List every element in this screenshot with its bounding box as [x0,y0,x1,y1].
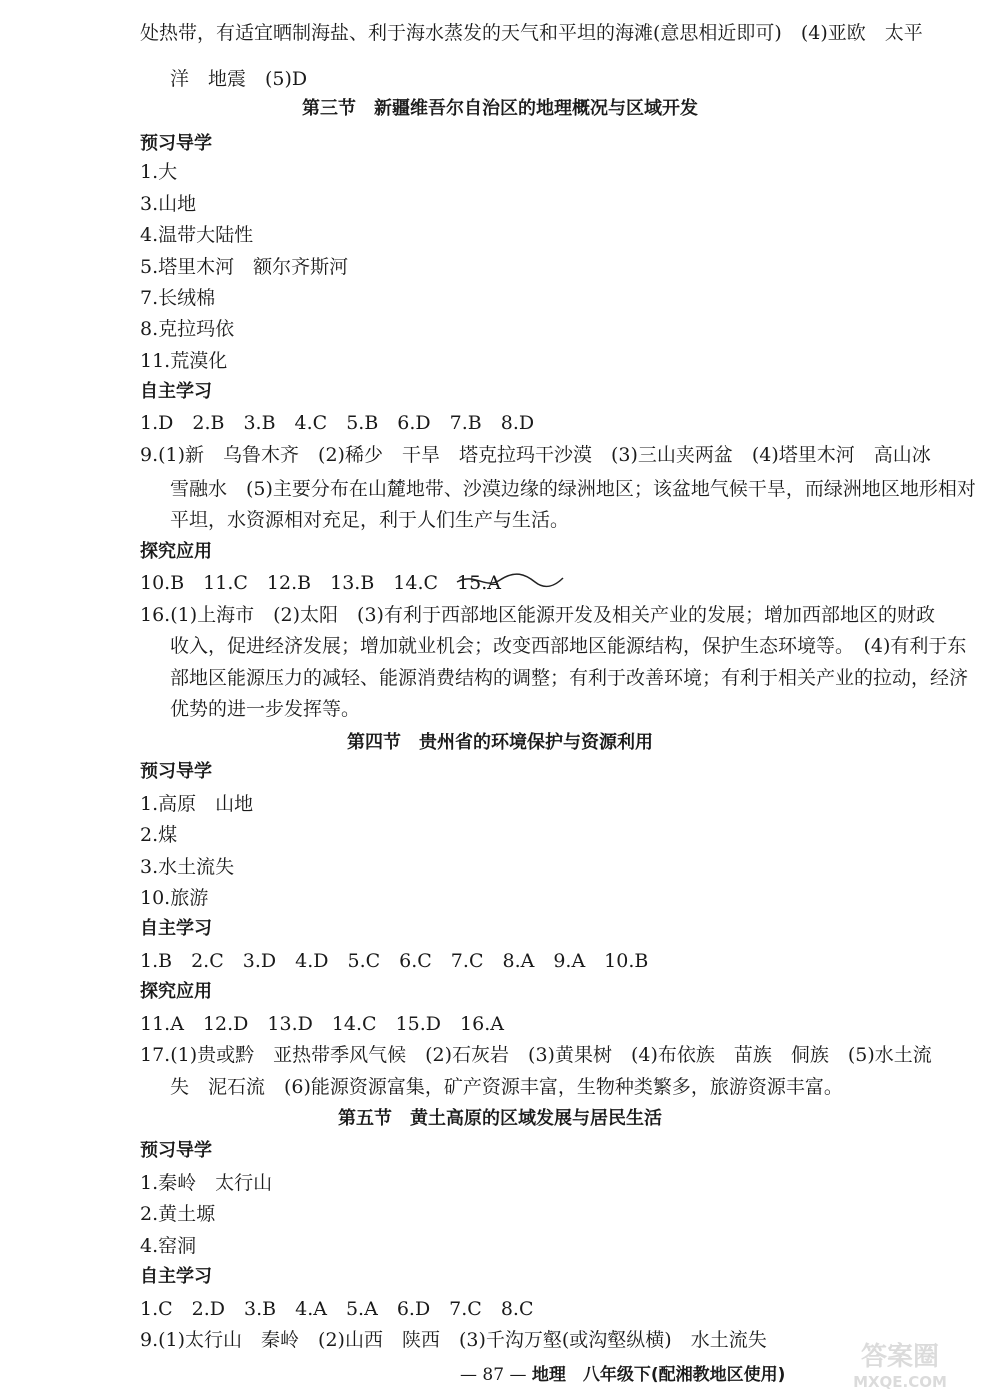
site-watermark-logo [830,1335,970,1391]
footer-subject: 地理 八年级下(配湘教地区使用) [531,1365,786,1385]
answer-line: 9.(1)新 乌鲁木齐 (2)稀少 干旱 塔克拉玛干沙漠 (3)三山夹两盆 (4)塔里木河 高山冰 [140,444,931,466]
answer-line: 11.A 12.D 13.D 14.C 15.D 16.A [140,1013,504,1035]
answer-line: 16.(1)上海市 (2)太阳 (3)有利于西部地区能源开发及相关产业的发展；增加西部地区的财政 [140,604,935,626]
answer-line: 失 泥石流 (6)能源资源富集，矿产资源丰富，生物种类繁多，旅游资源丰富。 [170,1076,843,1098]
answer-line: 5.塔里木河 额尔齐斯河 [140,256,349,278]
answer-line: 1.C 2.D 3.B 4.A 5.A 6.D 7.C 8.C [140,1298,534,1320]
text-line: 处热带，有适宜晒制海盐、利于海水蒸发的天气和平坦的海滩(意思相近即可) (4)亚欧 太平 [140,22,923,44]
answer-line: 17.(1)贵或黔 亚热带季风气候 (2)石灰岩 (3)黄果树 (4)布依族 苗族 侗族 (5)水土流 [140,1044,932,1066]
answer-line: 4.温带大陆性 [140,224,254,246]
subheading: 自主学习 [140,381,212,402]
section-title: 第四节 贵州省的环境保护与资源利用 [347,732,653,753]
answer-line: 8.克拉玛依 [140,318,235,340]
subheading: 探究应用 [140,981,212,1002]
answer-line: 3.山地 [140,193,197,215]
answer-line: 1.高原 山地 [140,793,254,815]
section-title: 第三节 新疆维吾尔自治区的地理概况与区域开发 [302,98,698,119]
answer-line: 4.窑洞 [140,1235,197,1257]
answer-line: 3.水土流失 [140,856,235,878]
answer-line: 1.D 2.B 3.B 4.C 5.B 6.D 7.B 8.D [140,412,535,434]
answer-line: 10.旅游 [140,887,209,909]
answer-line: 7.长绒棉 [140,287,216,309]
subheading: 预习导学 [140,133,212,154]
text-line: 洋 地震 (5)D [170,68,308,90]
answer-line: 1.秦岭 太行山 [140,1172,273,1194]
page-footer [460,1360,785,1385]
answer-line: 10.B 11.C 12.B 13.B 14.C 15.A [140,572,501,594]
watermark-url: MXQE.COM [853,1373,947,1391]
subheading: 预习导学 [140,761,212,782]
answer-line: 优势的进一步发挥等。 [170,698,361,720]
subheading: 探究应用 [140,541,212,562]
page-number: — 87 — [460,1365,527,1385]
answer-line: 2.黄土塬 [140,1203,216,1225]
pen-scribble [455,568,565,592]
answer-line: 雪融水 (5)主要分布在山麓地带、沙漠边缘的绿洲地区；该盆地气候干旱，而绿洲地区地形相对 [170,478,976,500]
watermark-text: 答案圈 [860,1342,940,1372]
answer-line: 收入，促进经济发展；增加就业机会；改变西部地区能源结构，保护生态环境等。 (4)有利于东 [170,635,967,657]
answer-line: 1.大 [140,161,178,183]
subheading: 自主学习 [140,918,212,939]
answer-line: 部地区能源压力的减轻、能源消费结构的调整；有利于改善环境；有利于相关产业的拉动，经济 [170,667,969,689]
answer-line: 9.(1)太行山 秦岭 (2)山西 陕西 (3)千沟万壑(或沟壑纵横) 水土流失 [140,1329,767,1351]
answer-line: 11.荒漠化 [140,350,228,372]
subheading: 自主学习 [140,1266,212,1287]
answer-line: 平坦，水资源相对充足，利于人们生产与生活。 [170,509,570,531]
section-title: 第五节 黄土高原的区域发展与居民生活 [338,1108,662,1129]
answer-line: 2.煤 [140,824,178,846]
subheading: 预习导学 [140,1140,212,1161]
answer-line: 1.B 2.C 3.D 4.D 5.C 6.C 7.C 8.A 9.A 10.B [140,950,649,972]
